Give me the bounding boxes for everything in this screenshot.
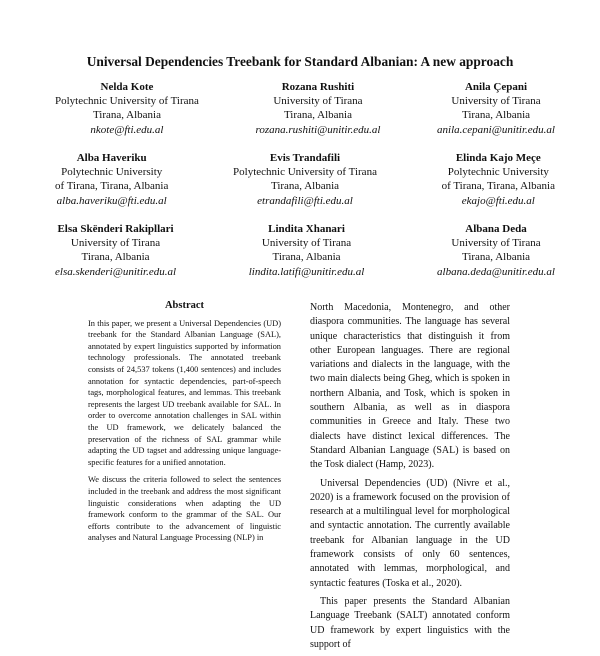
- author-email[interactable]: lindita.latifi@unitir.edu.al: [248, 265, 365, 278]
- author-block: [442, 151, 555, 208]
- author-row-3: [55, 222, 555, 279]
- author-email[interactable]: alba.haveriku@fti.edu.al: [56, 194, 167, 207]
- author-block: [233, 151, 377, 208]
- author-affiliation: University of Tirana: [261, 237, 352, 250]
- paper-title: Universal Dependencies Treebank for Standard Albanian: A new approach: [86, 54, 514, 69]
- author-name: Albana Deda: [465, 223, 527, 235]
- author-block: [256, 80, 381, 137]
- author-email[interactable]: anila.cepani@unitir.edu.al: [437, 123, 555, 136]
- author-location: Tirana, Albania: [92, 109, 161, 122]
- author-block: [55, 151, 168, 208]
- author-affiliation: University of Tirana: [451, 237, 541, 250]
- author-email[interactable]: elsa.skenderi@unitir.edu.al: [55, 265, 177, 278]
- author-name: Evis Trandafili: [269, 152, 341, 164]
- author-email[interactable]: rozana.rushiti@unitir.edu.al: [255, 123, 381, 136]
- author-name: Alba Haveriku: [76, 152, 147, 164]
- author-location: of Tirana, Tirana, Albania: [55, 180, 169, 193]
- author-email[interactable]: nkote@fti.edu.al: [90, 123, 164, 136]
- author-block: [55, 222, 176, 279]
- author-affiliation: University of Tirana: [70, 237, 161, 250]
- author-location: Tirana, Albania: [270, 180, 340, 193]
- author-affiliation: Polytechnic University: [61, 166, 163, 179]
- abstract-paragraph: In this paper, we present a Universal Dependencies (UD) treebank for the Standard Albanian Language (SAL), annotated by expert linguistics supported by information technology professionals. The annotated treebank consists of 24,537 tokens (1,400 sentences) and includes annotation for syntactic dependencies, part-of-speech tags, morphological features, and lemmas. This treebank represents the largest UD treebank available for SAL. In order to overcome annotation challenges in SAL within the UD framework, we delicately balanced the preservation of the richness of SAL grammar while adapting the UD tagset and addressing unique language-specific features for a unified annotation.: [88, 318, 281, 467]
- author-block: [249, 222, 365, 279]
- author-block: [55, 80, 199, 137]
- body-column: [310, 301, 510, 656]
- body-paragraph: This paper presents the Standard Albanian Language Treebank (SALT) annotated conform UD framework by expert linguistics with the support of: [310, 595, 510, 650]
- abstract-heading: Abstract: [164, 300, 205, 311]
- author-row-1: [55, 80, 555, 137]
- author-affiliation: University of Tirana: [451, 95, 541, 108]
- author-location: Tirana, Albania: [461, 251, 531, 264]
- author-affiliation: University of Tirana: [273, 95, 363, 108]
- author-affiliation: Polytechnic University of Tirana: [233, 166, 377, 179]
- author-affiliation: Polytechnic University of Tirana: [55, 95, 199, 108]
- author-email[interactable]: etrandafili@fti.edu.al: [257, 194, 353, 207]
- body-paragraph: Universal Dependencies (UD) (Nivre et al., 2020) is a framework focused on the provision of research at a multilingual level for morphological and syntactic annotation. The currently available treebank for Albanian language in the UD framework consists of only 60 sentences, annotated with lemmas, morphological, and syntactic features (Toska et al., 2020).: [310, 477, 510, 589]
- author-location: Tirana, Albania: [461, 109, 531, 122]
- author-block: [437, 80, 555, 137]
- author-name: Rozana Rushiti: [281, 81, 355, 93]
- body-paragraph: North Macedonia, Montenegro, and other diaspora communities. The language has several unique characteristics that distinguish it from other European languages. There are regional variations and dialects in the language, with the two main dialects being Gheg, which is spoken in northern Albania, and Tosk, which is spoken in southern Albania, as well as in diaspora communities in Greece and Italy. These two dialects have distinct lexical differences. The Standard Albanian Language (SAL) is based on the Tosk dialect (Hamp, 2023).: [310, 302, 510, 471]
- author-location: Tirana, Albania: [272, 251, 341, 264]
- author-name: Lindita Xhanari: [268, 223, 345, 235]
- author-name: Elinda Kajo Meçe: [455, 152, 541, 164]
- abstract-column: [88, 300, 281, 550]
- abstract-paragraph: We discuss the criteria followed to select the sentences included in the treebank and address the most significant linguistic considerations when adapting the UD framework conform to the grammar of the SAL. Our efforts contribute to the advancement of linguistic analyses and Natural Language Processing (NLP) in: [88, 475, 281, 543]
- author-affiliation: Polytechnic University: [447, 166, 549, 179]
- author-name: Nelda Kote: [100, 81, 154, 93]
- author-block: [437, 222, 555, 279]
- author-name: Elsa Skënderi Rakipllari: [57, 223, 174, 235]
- author-location: of Tirana, Tirana, Albania: [441, 180, 555, 193]
- author-row-2: [55, 151, 555, 208]
- author-email[interactable]: albana.deda@unitir.edu.al: [437, 265, 555, 278]
- author-location: Tirana, Albania: [283, 109, 352, 122]
- author-email[interactable]: ekajo@fti.edu.al: [461, 194, 535, 207]
- author-location: Tirana, Albania: [81, 251, 150, 264]
- author-name: Anila Çepani: [464, 81, 528, 93]
